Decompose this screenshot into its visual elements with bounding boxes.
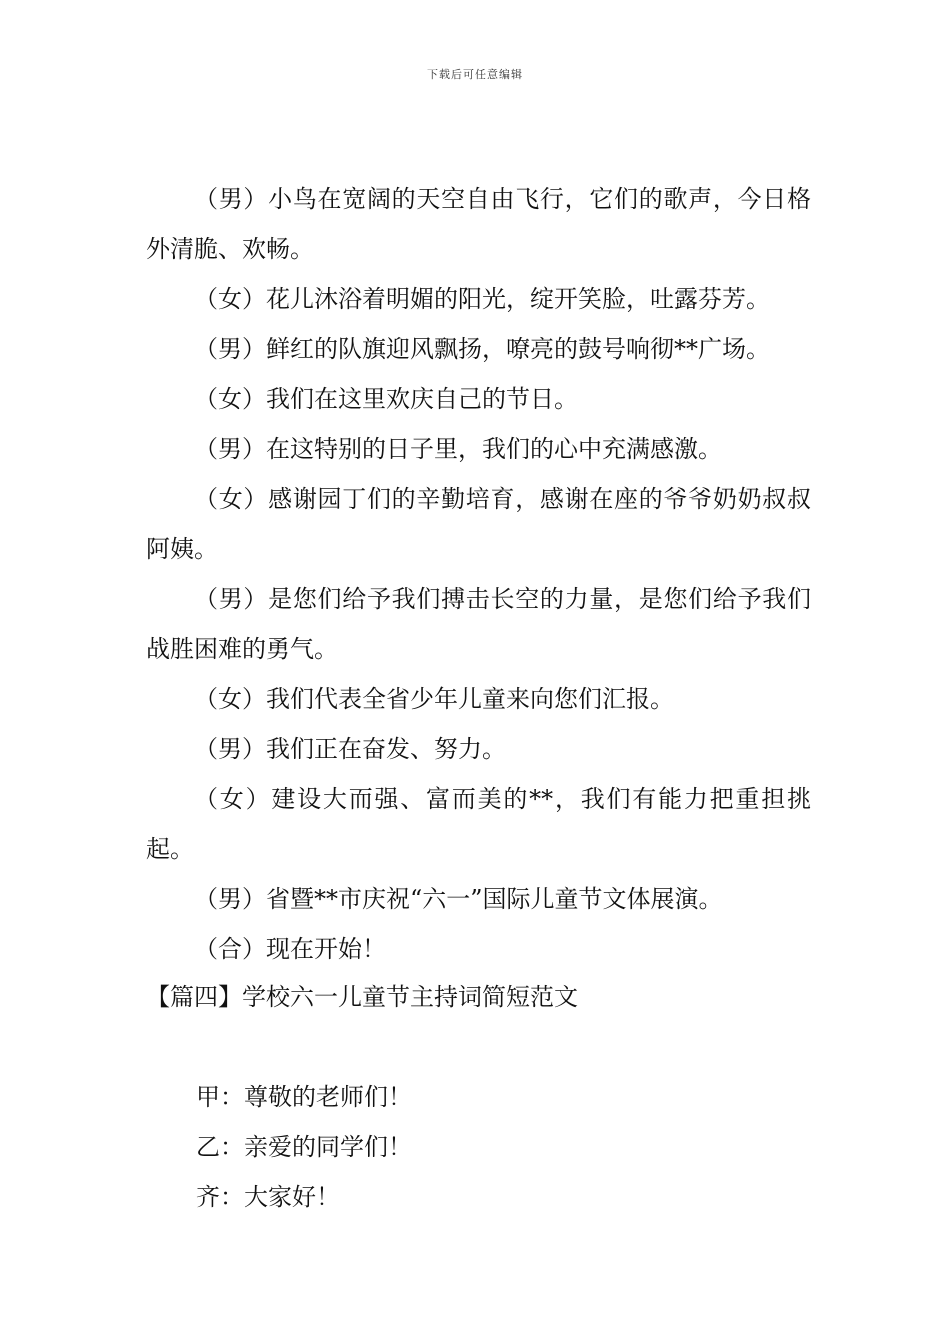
dialog-line: 甲：尊敬的老师们！	[196, 1083, 412, 1111]
paragraph: （男）鲜红的队旗迎风飘扬，嘹亮的鼓号响彻**广场。	[194, 335, 770, 363]
paragraph: （合）现在开始！	[194, 935, 386, 963]
paragraph: （男）省暨**市庆祝“六一”国际儿童节文体展演。	[194, 885, 723, 913]
section-heading: 【篇四】学校六一儿童节主持词简短范文	[146, 983, 578, 1011]
paragraph: （女）我们代表全省少年儿童来向您们汇报。	[194, 685, 674, 713]
paragraph: （男）是您们给予我们搏击长空的力量，是您们给予我们战胜困难的勇气。	[146, 585, 811, 663]
paragraph: （男）在这特别的日子里，我们的心中充满感激。	[194, 435, 722, 463]
paragraph: （男）小鸟在宽阔的天空自由飞行，它们的歌声，今日格外清脆、欢畅。	[146, 185, 811, 263]
paragraph: （男）我们正在奋发、努力。	[194, 735, 506, 763]
paragraph: （女）感谢园丁们的辛勤培育，感谢在座的爷爷奶奶叔叔阿姨。	[146, 485, 811, 563]
paragraph: （女）建设大而强、富而美的**，我们有能力把重担挑起。	[146, 785, 811, 863]
dialog-line: 乙：亲爱的同学们！	[196, 1133, 412, 1161]
paragraph: （女）我们在这里欢庆自己的节日。	[194, 385, 578, 413]
script-body	[146, 174, 811, 974]
dialog-line: 齐：大家好！	[196, 1183, 340, 1211]
page-header: 下载后可任意编辑	[427, 68, 523, 81]
paragraph: （女）花儿沐浴着明媚的阳光，绽开笑脸，吐露芬芳。	[194, 285, 770, 313]
dialog-block	[196, 1072, 811, 1222]
